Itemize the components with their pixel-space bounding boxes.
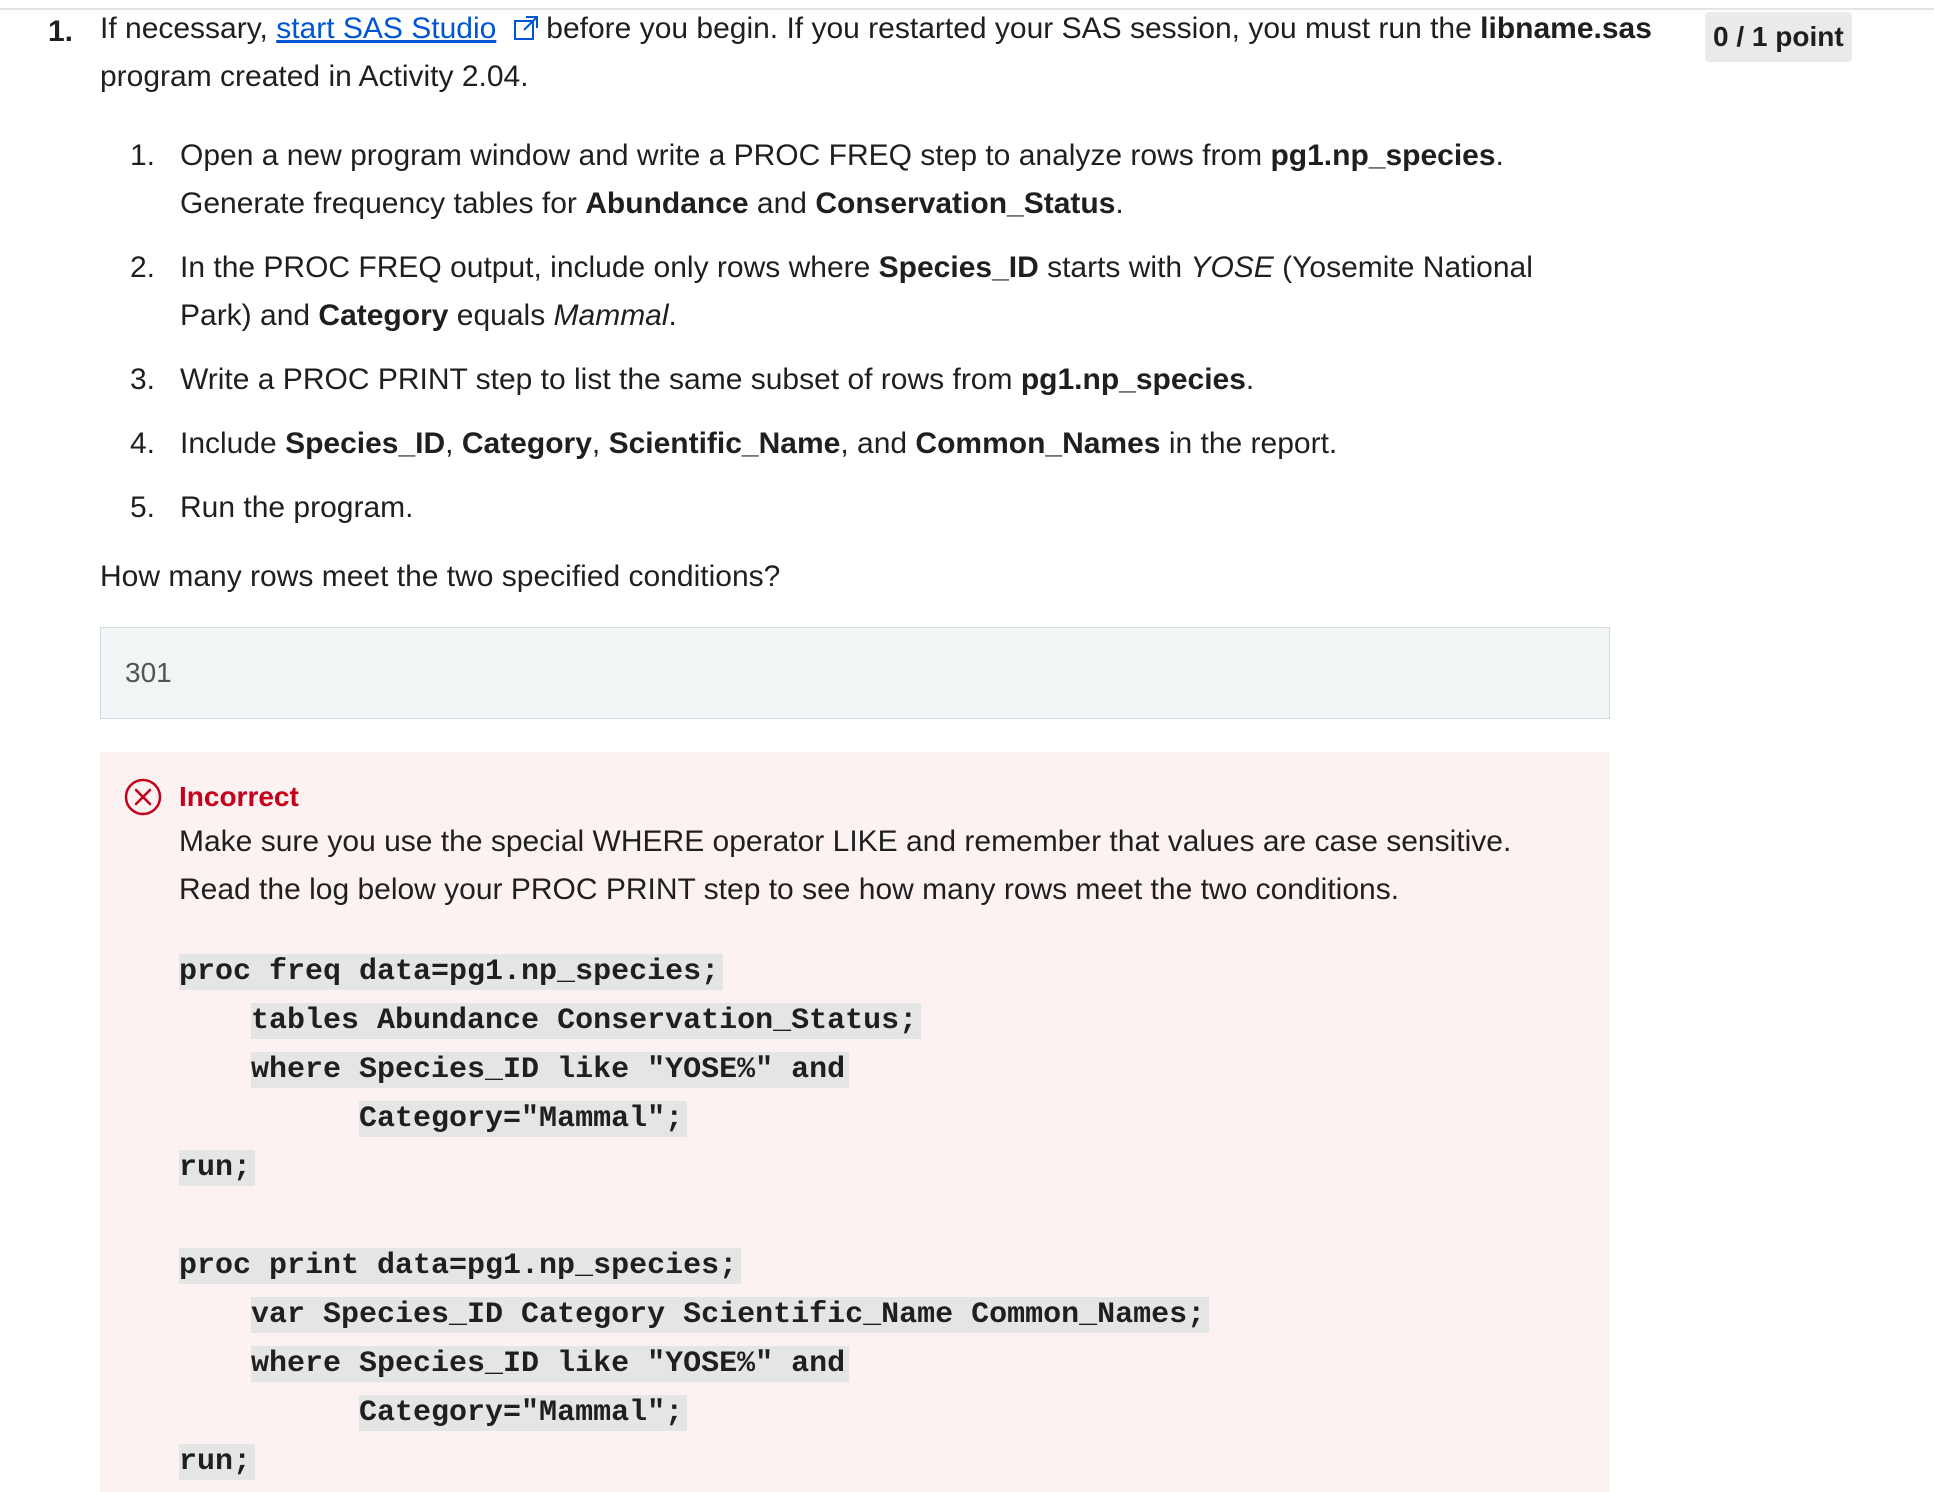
step-number: 5. — [130, 491, 156, 524]
step-text: , — [445, 427, 462, 460]
step-term-italic: YOSE — [1190, 251, 1274, 284]
instruction-steps — [130, 132, 1610, 548]
code-text: var Species_ID Category Scientific_Name Common_Names; — [251, 1297, 1209, 1333]
step-text: , and — [840, 427, 916, 460]
intro-text-2: before you begin. If you restarted your SAS session, you must run the — [546, 12, 1472, 45]
step-term-bold: Category — [461, 427, 592, 460]
instruction-step — [130, 132, 1610, 228]
code-text: where Species_ID like "YOSE%" and — [251, 1346, 849, 1382]
instruction-step — [130, 420, 1610, 468]
step-text: Run the program. — [180, 491, 414, 524]
step-text: . Generate frequency tables for — [180, 139, 1504, 220]
code-text: run; — [179, 1444, 255, 1480]
code-line — [179, 1046, 1209, 1095]
code-line — [179, 1291, 1209, 1340]
answer-value: 301 — [125, 657, 172, 688]
feedback-message: Make sure you use the special WHERE operator LIKE and remember that values are case sensitive. Read the log below your PROC PRINT step to see how many rows meet the two conditions. — [179, 825, 1512, 906]
step-text: equals — [448, 299, 554, 332]
answer-field[interactable] — [100, 627, 1610, 719]
step-text: In the PROC FREQ output, include only rows where — [180, 251, 879, 284]
code-block — [179, 948, 1209, 1487]
step-term-bold: Species_ID — [878, 251, 1039, 284]
intro-libname-bold: libname.sas — [1480, 12, 1652, 45]
external-link-icon[interactable] — [512, 14, 540, 42]
step-number: 4. — [130, 427, 156, 460]
feedback-status: Incorrect — [179, 781, 299, 812]
step-term-italic: Mammal — [553, 299, 669, 332]
step-text: starts with — [1038, 251, 1191, 284]
step-text: and — [748, 187, 816, 220]
start-sas-studio-link[interactable]: start SAS Studio — [276, 12, 497, 45]
step-text: Include — [180, 427, 286, 460]
step-text: Write a PROC PRINT step to list the same subset of rows from — [180, 363, 1021, 396]
code-line — [179, 1242, 1209, 1291]
instruction-step — [130, 484, 1610, 532]
code-line — [179, 1389, 1209, 1438]
step-text: . — [1115, 187, 1124, 220]
step-number: 1. — [130, 139, 156, 172]
step-term-bold: Category — [318, 299, 449, 332]
code-text: proc print data=pg1.np_species; — [179, 1248, 741, 1284]
step-text: . — [668, 299, 677, 332]
step-term-bold: Common_Names — [915, 427, 1161, 460]
code-line — [179, 1340, 1209, 1389]
step-text: (Yosemite National Park) and — [180, 251, 1533, 332]
intro-text-3: program created in Activity 2.04. — [100, 60, 529, 93]
step-term-bold: Conservation_Status — [815, 187, 1116, 220]
instruction-step — [130, 356, 1610, 404]
code-text: Category="Mammal"; — [359, 1101, 687, 1137]
step-term-bold: pg1.np_species — [1020, 363, 1246, 396]
code-line — [179, 1144, 1209, 1193]
step-text: in the report. — [1160, 427, 1338, 460]
step-term-bold: pg1.np_species — [1270, 139, 1496, 172]
step-text: Open a new program window and write a PROC FREQ step to analyze rows from — [180, 139, 1271, 172]
step-number: 2. — [130, 251, 156, 284]
x-circle-icon — [124, 778, 162, 816]
step-term-bold: Species_ID — [285, 427, 446, 460]
code-line — [179, 1095, 1209, 1144]
question-number: 1. — [48, 15, 74, 48]
code-text: tables Abundance Conservation_Status; — [251, 1003, 921, 1039]
code-line — [179, 948, 1209, 997]
step-term-bold: Abundance — [585, 187, 749, 220]
code-text: Category="Mammal"; — [359, 1395, 687, 1431]
feedback-panel — [100, 752, 1610, 1492]
instruction-step — [130, 244, 1610, 340]
code-line — [179, 1438, 1209, 1487]
intro-text-1: If necessary, — [100, 12, 268, 45]
code-text: run; — [179, 1150, 255, 1186]
code-line — [179, 997, 1209, 1046]
code-text: proc freq data=pg1.np_species; — [179, 954, 723, 990]
code-text: where Species_ID like "YOSE%" and — [251, 1052, 849, 1088]
step-text: . — [1245, 363, 1255, 396]
question-prompt: How many rows meet the two specified conditions? — [100, 560, 781, 593]
step-number: 3. — [130, 363, 156, 396]
code-blank-line — [179, 1193, 1209, 1242]
step-term-bold: Scientific_Name — [608, 427, 841, 460]
score-badge: 0 / 1 point — [1705, 12, 1852, 62]
step-text: , — [591, 427, 609, 460]
question-intro — [100, 5, 1660, 101]
